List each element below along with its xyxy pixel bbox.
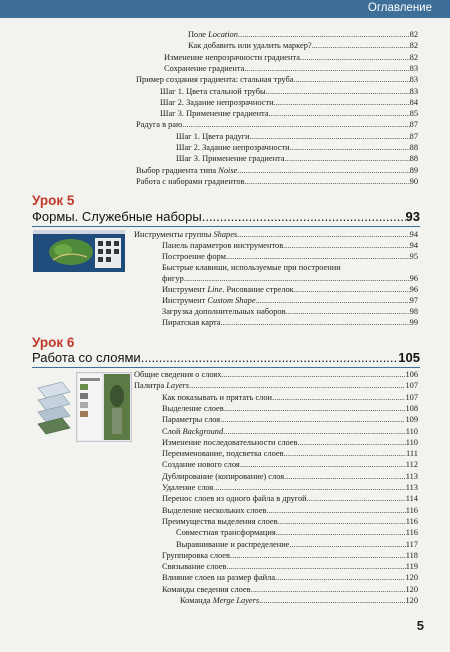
toc-entry-title: Палитра Layers: [134, 381, 190, 391]
dot-leader: [272, 393, 405, 403]
toc-entry[interactable]: [162, 241, 418, 251]
toc-entry[interactable]: [162, 438, 418, 448]
toc-entry-title: Изменение последовательности слоев: [162, 437, 298, 447]
toc-entry[interactable]: [162, 460, 418, 470]
toc-entry[interactable]: [162, 494, 418, 504]
lesson-5-title: Формы. Служебные наборы: [32, 209, 202, 224]
dot-leader: [269, 109, 410, 119]
toc-entry-title: Параметры слоя: [162, 415, 221, 425]
toc-entry[interactable]: [162, 318, 418, 328]
toc-entry-title: Пиратская карта: [162, 318, 221, 327]
toc-entry-page: 120: [405, 596, 418, 605]
toc-entry-title: Панель параметров инструментов: [162, 241, 284, 250]
toc-entry-page: 88: [409, 154, 418, 164]
dot-leader: [238, 30, 410, 40]
toc-entry-page: 96: [409, 274, 418, 283]
dot-leader: [294, 285, 410, 295]
toc-entry[interactable]: [162, 427, 418, 437]
dot-leader: [312, 41, 410, 51]
dot-leader: [230, 551, 406, 561]
toc-entry-title: Шаг 3. Применение градиента: [160, 109, 269, 119]
dot-leader: [289, 540, 405, 550]
toc-entry-page: 107: [405, 381, 418, 391]
dot-leader: [276, 528, 406, 538]
toc-entry[interactable]: [188, 30, 418, 40]
dot-leader: [189, 381, 405, 391]
dot-leader: [251, 585, 406, 595]
toc-entry-title: Как показывать и прятать слои: [162, 392, 273, 402]
toc-entry-title: Быстрые клавиши, используемые при построении: [162, 263, 341, 272]
dot-leader: [293, 75, 409, 85]
lesson-5-title-line[interactable]: [32, 209, 420, 225]
dot-leader: [275, 573, 405, 583]
dot-leader: [286, 307, 410, 317]
toc-entry[interactable]: [162, 506, 418, 516]
toc-entry[interactable]: [160, 87, 418, 97]
toc-entry-title: Инструмент Line. Рисование стрелок: [162, 285, 294, 294]
toc-entry-page: 106: [405, 370, 418, 379]
toc-entry[interactable]: [136, 166, 418, 176]
toc-entry-title: фигур: [162, 274, 184, 283]
toc-entry[interactable]: [162, 562, 418, 572]
dot-leader: [141, 350, 399, 366]
toc-entry-title: Шаг 1. Цвета стальной трубы: [160, 86, 266, 96]
dot-leader: [283, 241, 409, 251]
toc-entry-page: 110: [405, 437, 418, 447]
toc-entry[interactable]: [162, 285, 418, 295]
dot-leader: [220, 415, 405, 425]
toc-entry[interactable]: [160, 98, 418, 108]
toc-entry[interactable]: [162, 483, 418, 493]
dot-leader: [237, 230, 409, 240]
toc-entry-page: 82: [409, 30, 418, 39]
dot-leader: [300, 53, 410, 63]
toc-entry-page: 120: [405, 573, 418, 583]
lesson-6-rule: [32, 367, 420, 368]
dot-leader: [284, 449, 406, 459]
dot-leader: [182, 120, 409, 130]
toc-entry-page: 84: [409, 97, 418, 107]
toc-entry-title: Перенос слоев из одного файла в другой: [162, 494, 307, 504]
toc-entry[interactable]: [134, 381, 418, 391]
toc-entry[interactable]: [176, 132, 418, 142]
toc-entry-title: Изменение непрозрачности градиента: [164, 52, 300, 62]
toc-entry-title: Пример создания градиента: стальная труба: [136, 75, 294, 85]
toc-entry[interactable]: [176, 540, 418, 550]
lesson-6-title-line[interactable]: [32, 350, 420, 366]
toc-entry-page: 90: [409, 176, 418, 186]
dot-leader: [250, 132, 410, 142]
toc-entry-title: Команды сведения слоев: [162, 584, 251, 594]
toc-entry[interactable]: [162, 472, 418, 482]
toc-entry[interactable]: [136, 120, 418, 130]
dot-leader: [221, 370, 405, 380]
toc-entry-page: 89: [409, 165, 418, 175]
toc-entry-page: 82: [409, 52, 418, 62]
toc-entry-page: 108: [405, 403, 418, 413]
toc-entry-title: Выбор градиента типа Noise: [136, 165, 238, 175]
toc-entry-page: 94: [409, 241, 418, 250]
toc-entry[interactable]: [180, 596, 418, 606]
dot-leader: [224, 404, 406, 414]
toc-entry-page: 83: [409, 75, 418, 85]
toc-entry-title: Выравнивание и распределение: [176, 539, 290, 549]
toc-entry-page: 95: [409, 252, 418, 261]
dot-leader: [259, 596, 405, 606]
toc-entry-page: 109: [405, 415, 418, 425]
toc-entry-title: Сохранение градиента: [164, 63, 245, 73]
lesson-6-title: Работа со слоями: [32, 350, 141, 365]
dot-leader: [221, 318, 410, 328]
toc-entry[interactable]: [134, 230, 418, 240]
toc-entry[interactable]: [164, 64, 418, 74]
toc-entry-title: Инструмент Custom Shape: [162, 296, 256, 305]
toc-entry-title: Слой Background: [162, 426, 224, 436]
dot-leader: [266, 506, 405, 516]
toc-entry-page: 114: [405, 494, 418, 504]
toc-entry-title: Шаг 2. Задание непрозрачности: [176, 143, 290, 152]
layers-stack-illustration: [34, 372, 74, 442]
shapes-illustration: [33, 230, 125, 272]
dot-leader: [278, 517, 406, 527]
toc-entry-title: Команда Merge Layers: [180, 596, 260, 605]
toc-entry-title: Выделение нескольких слоев: [162, 505, 267, 515]
toc-entry-title: Переименование, подсветка слоев: [162, 449, 284, 459]
toc-entry-title: Выделение слоев: [162, 403, 224, 413]
dot-leader: [226, 562, 405, 572]
toc-entry[interactable]: [162, 573, 418, 583]
toc-entry[interactable]: [162, 393, 418, 403]
toc-entry-title: Как добавить или удалить маркер?: [188, 41, 312, 51]
header-title: Оглавление: [367, 2, 432, 14]
layers-palette-screenshot: [76, 372, 132, 442]
toc-entry[interactable]: [162, 296, 418, 306]
toc-entry-title: Работа с наборами градиентов: [136, 176, 245, 186]
toc-entry-title: Удаление слоя: [162, 483, 214, 492]
toc-entry-page: 88: [409, 143, 418, 152]
dot-leader: [285, 154, 410, 164]
lesson-6-page: 105: [398, 350, 420, 365]
dot-leader: [244, 64, 409, 74]
lesson-5-page: 93: [405, 209, 420, 224]
toc-entry-page: 113: [405, 471, 418, 481]
toc-entry-page: 111: [406, 449, 418, 459]
toc-entry[interactable]: [162, 307, 418, 317]
toc-entry[interactable]: [160, 109, 418, 119]
toc-entry[interactable]: [176, 528, 418, 538]
toc-entry-title: Общие сведения о слоях: [134, 370, 222, 379]
toc-entry[interactable]: [162, 404, 418, 414]
toc-entry-page: 94: [409, 230, 418, 239]
dot-leader: [213, 483, 405, 493]
dot-leader: [284, 472, 406, 482]
dot-leader: [245, 177, 410, 187]
toc-entry-page: 116: [405, 528, 418, 538]
toc-entry-page: 97: [409, 296, 418, 305]
toc-entry[interactable]: [188, 41, 418, 51]
dot-leader: [307, 494, 406, 504]
toc-entry-title: Шаг 2. Задание непрозрачности: [160, 97, 274, 107]
toc-entry-page: 118: [405, 550, 418, 560]
toc-entry[interactable]: [162, 585, 418, 595]
toc-entry[interactable]: [176, 154, 418, 164]
dot-leader: [256, 296, 410, 306]
lesson-5-label: Урок 5: [32, 193, 75, 208]
toc-entry-title: Группировка слоев: [162, 550, 230, 560]
toc-entry[interactable]: [162, 551, 418, 561]
toc-entry-title: Дублирование (копирование) слоя: [162, 471, 285, 481]
toc-entry-title: Совместная трансформация: [176, 528, 276, 538]
dot-leader: [184, 274, 410, 284]
toc-entry-title: Шаг 1. Цвета радуги: [176, 131, 250, 141]
toc-entry-title: Поле Location: [188, 30, 238, 39]
dot-leader: [290, 143, 410, 153]
toc-entry-page: 112: [405, 460, 418, 470]
toc-entry-title: Шаг 3. Применение градиента: [176, 154, 285, 164]
page-number: 5: [416, 618, 424, 633]
toc-entry[interactable]: [176, 143, 418, 153]
toc-entry-page: 87: [409, 131, 418, 141]
toc-entry[interactable]: [136, 177, 418, 187]
dot-leader: [237, 166, 409, 176]
lesson-5-rule: [32, 226, 420, 227]
toc-entry-page: 113: [405, 483, 418, 492]
toc-entry[interactable]: [134, 370, 418, 380]
toc-entry[interactable]: [162, 517, 418, 527]
toc-entry[interactable]: [164, 53, 418, 63]
toc-entry[interactable]: [162, 449, 418, 459]
toc-entry-title: Создание нового слоя: [162, 460, 240, 470]
lesson-6-label: Урок 6: [32, 335, 75, 350]
toc-entry-title: Преимущества выделения слоев: [162, 516, 278, 526]
toc-entry-title: Связывание слоев: [162, 562, 227, 572]
dot-leader: [202, 209, 406, 225]
toc-entry-page: 99: [409, 318, 418, 327]
toc-entry-page: 87: [409, 120, 418, 130]
dot-leader: [297, 438, 405, 448]
dot-leader: [223, 427, 406, 437]
toc-entry-title: Загрузка дополнительных наборов: [162, 307, 286, 316]
toc-entry-page: 83: [409, 86, 418, 96]
toc-entry-page: 117: [405, 539, 418, 549]
toc-entry-page: 116: [405, 516, 418, 526]
toc-entry-page: 83: [409, 63, 418, 73]
toc-entry[interactable]: [162, 252, 418, 262]
toc-entry-page: 82: [409, 41, 418, 51]
toc-entry[interactable]: [162, 274, 418, 284]
toc-entry[interactable]: [162, 415, 418, 425]
toc-entry[interactable]: [136, 75, 418, 85]
toc-entry[interactable]: [162, 263, 418, 273]
toc-entry-title: Влияние слоев на размер файла: [162, 573, 276, 583]
dot-leader: [226, 252, 410, 262]
toc-entry-page: 116: [405, 505, 418, 515]
toc-entry-page: 120: [405, 584, 418, 594]
toc-entry-page: 96: [409, 285, 418, 294]
dot-leader: [266, 87, 410, 97]
dot-leader: [274, 98, 410, 108]
toc-entry-page: 85: [409, 109, 418, 119]
toc-entry-page: 98: [409, 307, 418, 316]
toc-entry-page: 110: [405, 426, 418, 436]
toc-entry-page: 119: [405, 562, 418, 572]
toc-entry-title: Радуга в раю: [136, 120, 183, 130]
dot-leader: [240, 460, 406, 470]
toc-entry-title: Построение форм: [162, 252, 226, 261]
toc-entry-title: Инструменты группы Shapes: [134, 230, 238, 239]
toc-entry-page: 107: [405, 392, 418, 402]
